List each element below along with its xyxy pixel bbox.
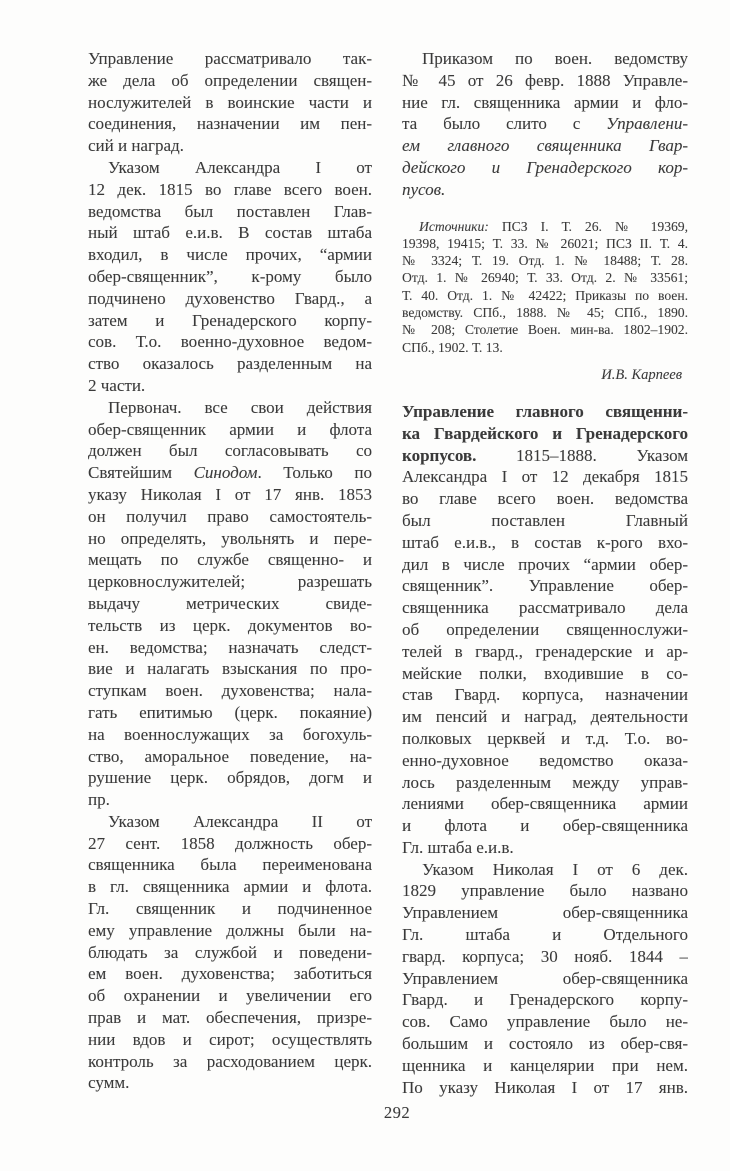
text-line: Гл. штаба и Отдельного — [402, 925, 688, 945]
text-line: 12 дек. 1815 во главе всего воен. — [88, 179, 372, 199]
left-column — [88, 48, 372, 1094]
page-number: 292 — [383, 1103, 411, 1122]
paragraph — [402, 48, 688, 201]
text-line: Гвард. и Гренадерского корпу- — [402, 990, 688, 1010]
text-segment: ПСЗ I. Т. 26. № 19369, — [488, 218, 688, 234]
italic-segment: ем главного священника Гвар- — [402, 136, 688, 156]
article-block — [402, 401, 688, 1099]
text-line: был поставлен Главный — [402, 510, 688, 530]
text-segment: . Только по — [257, 463, 372, 483]
text-line — [402, 445, 688, 467]
text-line: Отд. 1. № 26940; Т. 33. Отд. 2. № 33561; — [402, 270, 688, 286]
text-line: затем и Гренадерского корпу- — [88, 310, 372, 330]
text-line: лось разделенным между управ- — [402, 772, 688, 792]
text-line: № 208; Столетие Воен. мин-ва. 1802–1902. — [402, 322, 688, 338]
text-line: Управлением обер-священника — [402, 968, 688, 988]
text-line: подчинено духовенство Гвард., а — [88, 288, 372, 308]
paragraph — [88, 157, 372, 397]
text-line: ведомства был поставлен Глав- — [88, 201, 372, 221]
text-line: соединения, назначении им пен- — [88, 114, 372, 134]
paragraph — [88, 811, 372, 1094]
right-column — [402, 48, 688, 1098]
text-line: щенника и канцелярии при нем. — [402, 1055, 688, 1075]
text-line: дил в числе прочих “армии обер- — [402, 554, 688, 574]
text-line: телей в гвард., гренадерские и ар- — [402, 641, 688, 661]
text-line: и флота и обер-священника — [402, 816, 688, 836]
text-line: церковнослужителей; разрешать — [88, 572, 372, 592]
text-line — [402, 135, 688, 157]
text-line: гать епитимью (церк. покаяние) — [88, 702, 372, 722]
paragraph — [88, 48, 372, 157]
text-line: 19398, 19415; Т. 33. № 26021; ПСЗ II. Т. 4. — [402, 235, 688, 251]
text-line: Управлением обер-священника — [402, 903, 688, 923]
paragraph — [402, 218, 688, 356]
text-line — [402, 218, 688, 235]
sources-block — [402, 218, 688, 356]
text-line: 2 части. — [88, 375, 146, 395]
text-line: ем воен. духовенства; заботиться — [88, 964, 372, 984]
text-line: Указом Александра II от — [108, 811, 372, 831]
text-line: ведомству. СПб., 1888. № 45; СПб., 1890. — [402, 305, 688, 321]
text-line: Первонач. все свои действия — [108, 397, 372, 417]
text-line: ство оказалось разделенным на — [88, 354, 372, 374]
text-line: в гл. священника армии и флота. — [88, 877, 372, 897]
italic-segment: Источники: — [419, 218, 489, 234]
text-line: Т. 40. Отд. 1. № 42422; Приказы по воен. — [402, 287, 688, 303]
text-line: на военнослужащих за богохуль- — [88, 724, 372, 744]
text-line: полковых церквей и т.д. Т.о. во- — [402, 728, 688, 748]
text-line: 1829 управление было названо — [402, 881, 688, 901]
text-line: Гл. штаба е.и.в. — [402, 837, 514, 857]
text-line: прав и мат. обеспечения, призре- — [88, 1008, 372, 1028]
text-line: об охранении и увеличении его — [88, 986, 372, 1006]
text-line: ный штаб е.и.в. В состав штаба — [88, 223, 372, 243]
italic-segment: Синодом — [193, 463, 258, 483]
text-line: контроль за расходованием церк. — [88, 1051, 372, 1071]
text-line: енно-духовное ведомство оказа- — [402, 750, 688, 770]
text-line: большим и состояло из обер-свя- — [402, 1034, 688, 1054]
text-line: вие и налагать взыскания по про- — [88, 659, 372, 679]
text-line: указу Николая I от 17 янв. 1853 — [88, 484, 372, 504]
text-line — [402, 113, 688, 135]
text-line: им пенсий и наград, деятельности — [402, 707, 688, 727]
text-line: мещать по службе священно- и — [88, 550, 372, 570]
paragraph — [88, 397, 372, 811]
text-line: мейские полки, входившие в со- — [402, 663, 688, 683]
paragraph — [402, 401, 688, 859]
text-line: об определении священнослужи- — [402, 619, 688, 639]
text-segment: та было слито с — [402, 114, 607, 134]
italic-segment: пусов. — [402, 179, 446, 199]
text-line: священника рассматривало дела — [402, 598, 688, 618]
text-line: священник”. Управление обер- — [402, 576, 688, 596]
text-line: обер-священник армии и флота — [88, 419, 372, 439]
text-line: По указу Николая I от 17 янв. — [402, 1077, 688, 1097]
text-line — [402, 157, 688, 179]
text-line — [402, 179, 688, 201]
text-line: 27 сент. 1858 должность обер- — [88, 833, 372, 853]
text-line: входил, в числе прочих, “армии — [88, 245, 372, 265]
text-line: гвард. корпуса; 30 нояб. 1844 – — [402, 946, 688, 966]
text-line: ние гл. священника армии и фло- — [402, 92, 688, 112]
text-line: Указом Николая I от 6 дек. — [422, 859, 688, 879]
text-line: став Гвард. корпуса, назначении — [402, 685, 688, 705]
text-line: лениями обер-священника армии — [402, 794, 688, 814]
text-line — [88, 462, 372, 484]
text-line — [402, 401, 688, 423]
text-line: должен был согласовывать со — [88, 441, 372, 461]
text-line: ство, аморальное поведение, на- — [88, 746, 372, 766]
text-line: сий и наград. — [88, 136, 184, 156]
article-title-segment: корпусов. — [402, 445, 477, 465]
text-line: № 3324; Т. 19. Отд. 1. № 18488; Т. 28. — [402, 253, 688, 269]
paragraph — [402, 859, 688, 1099]
text-line: пр. — [88, 790, 110, 810]
text-line: штаб е.и.в., в состав к-рого вхо- — [402, 532, 688, 552]
text-line: Указом Александра I от — [108, 157, 372, 177]
text-line: тельств из церк. документов во- — [88, 615, 372, 635]
italic-segment: дейского и Гренадерского кор- — [402, 157, 688, 177]
text-line: Александра I от 12 декабря 1815 — [402, 467, 688, 487]
text-line: обер-священник”, к-рому было — [88, 266, 372, 286]
article-title-segment: ка Гвардейского и Гренадерского — [402, 423, 688, 443]
text-line: же дела об определении священ- — [88, 70, 372, 90]
text-line: нослужителей в воинские части и — [88, 92, 372, 112]
text-segment: 1815–1888. Указом — [476, 445, 688, 465]
article-end-paragraphs — [402, 48, 688, 201]
author-signature: И.В. Карпеев — [601, 366, 682, 383]
text-line: ен. ведомства; назначать следст- — [88, 637, 372, 657]
text-line: священника была переименована — [88, 855, 372, 875]
text-line: блюдать за службой и поведени- — [88, 942, 372, 962]
text-line: сов. Т.о. военно-духовное ведом- — [88, 332, 372, 352]
text-line: сов. Само управление было не- — [402, 1012, 688, 1032]
text-line: № 45 от 26 февр. 1888 Управле- — [402, 70, 688, 90]
text-line — [402, 423, 688, 445]
text-line: ступкам воен. духовенства; нала- — [88, 681, 372, 701]
text-line: Приказом по воен. ведомству — [422, 49, 688, 68]
text-line: СПб., 1902. Т. 13. — [402, 339, 503, 355]
text-line: сумм. — [88, 1073, 130, 1093]
text-line: выдачу метрических свиде- — [88, 593, 372, 613]
text-line: нии вдов и сирот; осуществлять — [88, 1029, 372, 1049]
text-line: он получил право самостоятель- — [88, 506, 372, 526]
article-title-segment: Управление главного священни- — [402, 401, 688, 421]
text-segment: Святейшим — [88, 463, 194, 483]
text-line: рушение церк. обрядов, догм и — [88, 768, 372, 788]
text-line: ему управление должны были на- — [88, 920, 372, 940]
text-line: но определять, увольнять и пере- — [88, 528, 372, 548]
text-line: во главе всего воен. ведомства — [402, 489, 688, 509]
text-line: Гл. священник и подчиненное — [88, 899, 372, 919]
text-line: Управление рассматривало так- — [88, 49, 372, 68]
italic-segment: Управлени- — [606, 114, 688, 134]
